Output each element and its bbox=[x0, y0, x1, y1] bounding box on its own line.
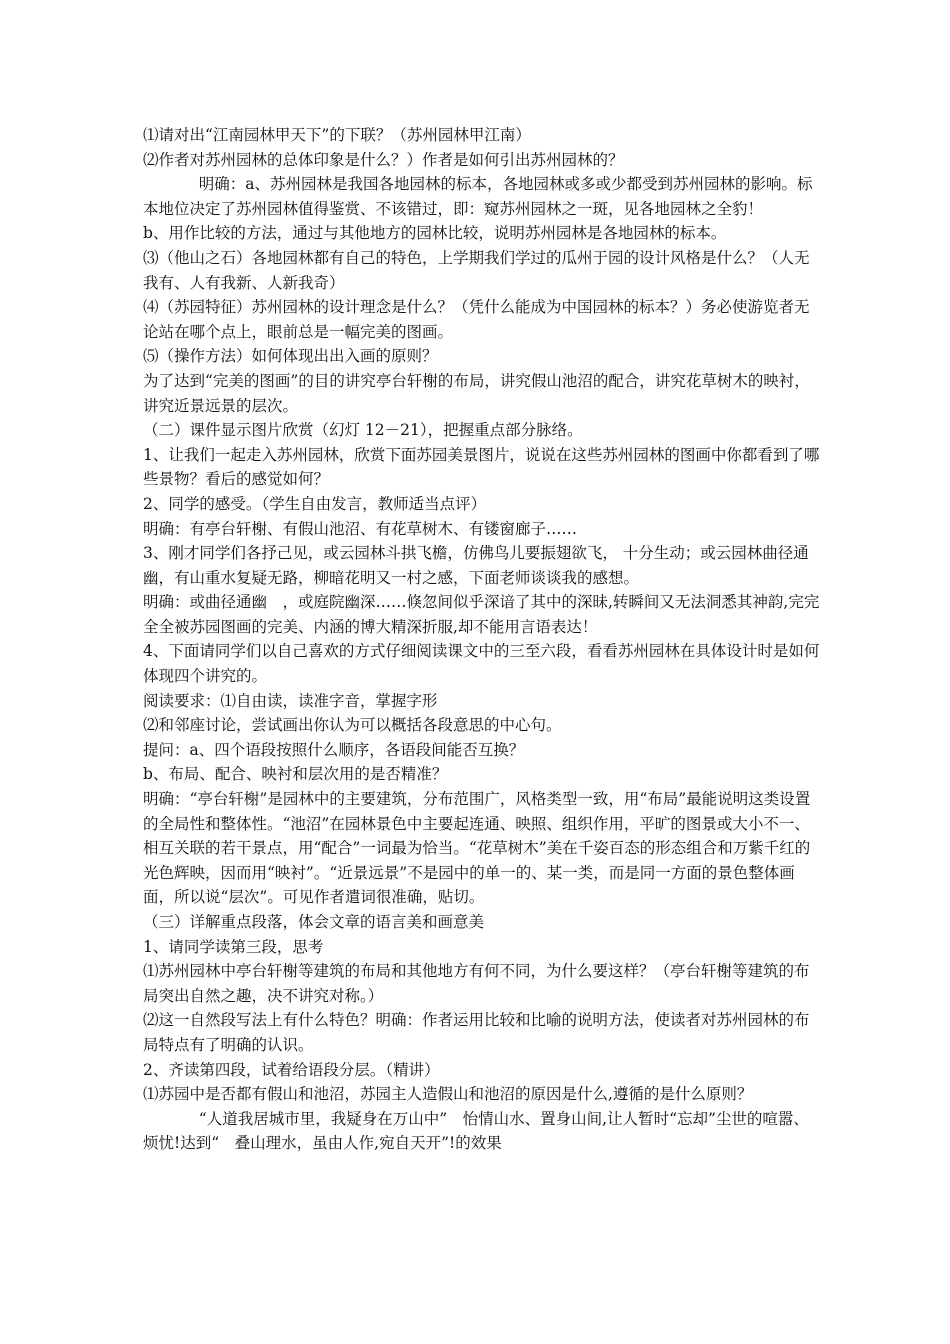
reading-requirement-2: ⑵和邻座讨论，尝试画出你认为可以概括各段意思的中心句。 bbox=[143, 716, 562, 735]
step-1: 1、请同学读第三段，思考 bbox=[143, 937, 324, 956]
question-3: ⑶（他山之石）各地园林都有自己的特色，上学期我们学过的瓜州于园的设计风格是什么？（人无我有、人有我新、人新我奇） bbox=[143, 248, 810, 292]
quote-paragraph: “人道我居城市里，我疑身在万山中” 怡情山水、置身山间,让人暂时“忘却”尘世的喧嚣、烦忧!达到“ 叠山理水，虽由人作,宛自天开”!的效果 bbox=[143, 1109, 809, 1153]
answer-paragraph: 明确：“亭台轩榭”是园林中的主要建筑，分布范围广，风格类型一致，用“布局”最能说明这类设置的全局性和整体性。“池沼”在园林景色中主要起连通、映照、组织作用，平旷的图景或大小不一、相互关联的若干景点，用“配合”一词最为恰当。“花草树木”美在千姿百态的形态组合和万紫千红的光色辉映，因而用“映衬”。“近景远景”不是园中的单一的、某一类，而是同一方面的景色整体画面，所以说“层次”。可见作者遣词很准确，贴切。 bbox=[143, 790, 811, 907]
section-heading-2: （二）课件显示图片欣赏（幻灯 12－21），把握重点部分脉络。 bbox=[143, 421, 583, 440]
step-4: 4、下面请同学们以自己喜欢的方式仔细阅读课文中的三至六段，看看苏州园林在具体设计时是如何体现四个讲究的。 bbox=[143, 642, 820, 686]
section-heading-3: （三）详解重点段落，体会文章的语言美和画意美 bbox=[143, 913, 485, 931]
answer-a: 明确：a、苏州园林是我国各地园林的标本，各地园林或多或少都受到苏州园林的影响。标本地位决定了苏州园林值得鉴赏、不该错过，即：窥苏州园林之一斑，见各地园林之全豹！ bbox=[143, 175, 813, 218]
step-3: 3、刚才同学们各抒己见，或云园林斗拱飞檐，仿佛鸟儿要振翅欲飞， 十分生动；或云园林曲径通幽，有山重水复疑无路，柳暗花明又一村之感，下面老师谈谈我的感想。 bbox=[143, 544, 809, 587]
reading-requirement: 阅读要求：⑴自由读，读准字音，掌握字形 bbox=[143, 691, 438, 710]
sub-question-2: ⑵这一自然段写法上有什么特色？明确：作者运用比较和比喻的说明方法，使读者对苏州园林的布局特点有了明确的认识。 bbox=[143, 1011, 810, 1054]
sub-question-1: ⑴苏园中是否都有假山和池沼，苏园主人造假山和池沼的原因是什么,遵循的是什么原则？ bbox=[143, 1085, 753, 1104]
step-2: 2、同学的感受。（学生自由发言，教师适当点评） bbox=[143, 494, 487, 513]
question-paragraph: 提问：a、四个语段按照什么顺序，各语段间能否互换？ bbox=[143, 740, 525, 759]
question-2: ⑵作者对苏州园林的总体印象是什么？）作者是如何引出苏州园林的？ bbox=[143, 150, 624, 169]
step-1: 1、让我们一起走入苏州园林，欣赏下面苏园美景图片，说说在这些苏州园林的图画中你都看到了哪些景物？看后的感觉如何？ bbox=[143, 445, 820, 489]
answer-b: b、用作比较的方法，通过与其他地方的园林比较，说明苏州园林是各地园林的标本。 bbox=[143, 224, 727, 243]
question-5: ⑸（操作方法）如何体现出出入画的原则？ bbox=[143, 347, 438, 366]
sub-question-1: ⑴苏州园林中亭台轩榭等建筑的布局和其他地方有何不同，为什么要这样？（亭台轩榭等建筑的布局突出自然之趣，决不讲究对称。） bbox=[143, 962, 810, 1005]
answer-paragraph: 为了达到“完美的图画”的目的讲究亭台轩榭的布局，讲究假山池沼的配合，讲究花草树木的映衬，讲究近景远景的层次。 bbox=[143, 371, 810, 415]
question-1: ⑴请对出“江南园林甲天下”的下联？（苏州园林甲江南） bbox=[143, 126, 531, 144]
answer-paragraph: 明确：或曲径通幽 ，或庭院幽深……倏忽间似乎深谙了其中的深昧,转瞬间又无法洞悉其神韵,完完全全被苏园图画的完美、内涵的博大精深折服,却不能用言语表达！ bbox=[143, 593, 820, 636]
answer-paragraph: 明确：有亭台轩榭、有假山池沼、有花草树木、有镂窗廊子…… bbox=[143, 519, 578, 538]
question-4: ⑷（苏园特征）苏州园林的设计理念是什么？（凭什么能成为中国园林的标本？）务必使游览者无论站在哪个点上，眼前总是一幅完美的图画。 bbox=[143, 298, 810, 341]
document-page bbox=[143, 123, 823, 1156]
question-paragraph: b、布局、配合、映衬和层次用的是否精准？ bbox=[143, 765, 448, 784]
step-2: 2、齐读第四段，试着给语段分层。（精讲） bbox=[143, 1060, 440, 1079]
